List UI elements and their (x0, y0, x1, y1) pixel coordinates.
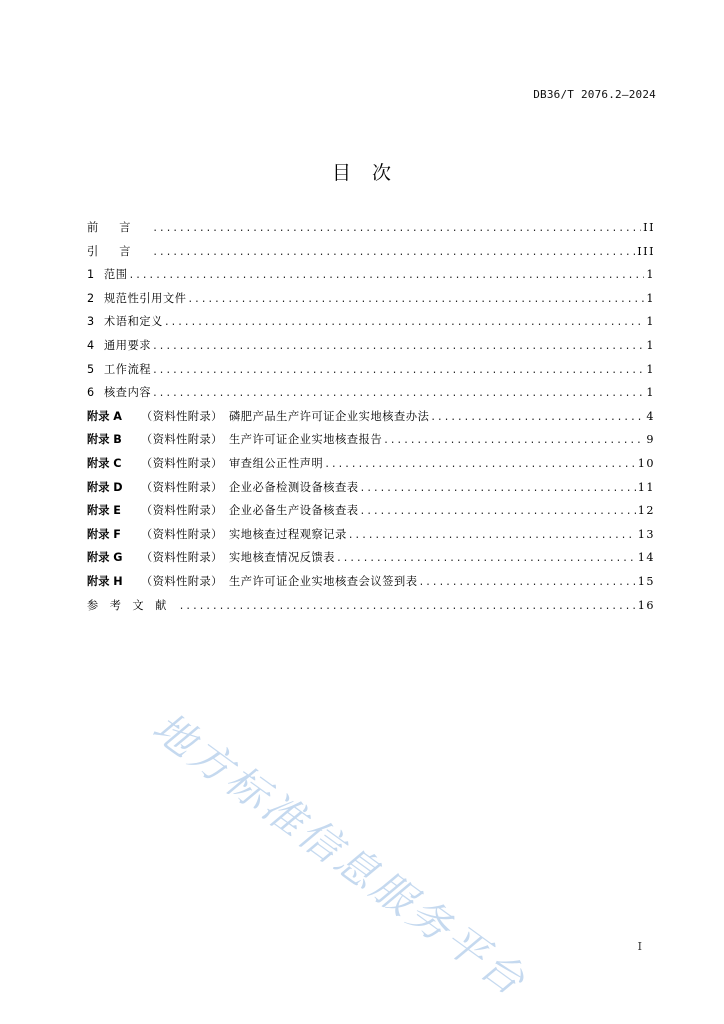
toc-entry-page: 1 (646, 362, 655, 376)
toc-dot-leader (153, 216, 641, 240)
toc-entry-prefix: 引言 (87, 244, 152, 258)
toc-dot-leader (361, 476, 636, 500)
toc-entry[interactable] (87, 381, 655, 405)
toc-dot-leader (384, 428, 644, 452)
toc-entry-title: 审查组公正性声明 (229, 456, 324, 470)
toc-entry-prefix: 5 (87, 362, 95, 376)
toc-entry-title: 通用要求 (104, 338, 152, 352)
toc-entry-kind: （资料性附录） (141, 409, 223, 423)
toc-entry-title: 规范性引用文件 (104, 291, 187, 305)
toc-entry-prefix: 4 (87, 338, 95, 352)
toc-entry-title: 磷肥产品生产许可证企业实地核查办法 (229, 409, 430, 423)
toc-entry[interactable] (87, 594, 655, 618)
toc-entry-page: 14 (637, 551, 655, 565)
toc-dot-leader (130, 263, 645, 287)
toc-entry-kind: （资料性附录） (141, 551, 223, 565)
toc-entry-prefix: 附录 C (87, 456, 122, 470)
toc-dot-leader (349, 523, 636, 547)
toc-entry-prefix: 前言 (87, 221, 152, 234)
toc-entry-page: II (643, 221, 655, 234)
toc-entry-kind: （资料性附录） (141, 456, 223, 470)
toc-entry-prefix: 附录 E (87, 504, 121, 518)
toc-entry-page: 1 (646, 338, 655, 352)
toc-entry-prefix: 附录 G (87, 551, 123, 565)
toc-entry-page: 10 (637, 456, 655, 470)
toc-entry[interactable] (87, 216, 655, 240)
toc-entry-title: 企业必备检测设备核查表 (229, 480, 359, 494)
standard-code: DB36/T 2076.2—2024 (533, 88, 656, 101)
toc-entry-prefix: 附录 H (87, 574, 123, 588)
toc-entry-page: 11 (637, 480, 655, 494)
toc-entry-page: 4 (646, 409, 655, 423)
toc-entry-prefix: 1 (87, 268, 95, 282)
toc-entry-page: 1 (646, 315, 655, 329)
toc-entry[interactable] (87, 546, 655, 570)
toc-entry-prefix: 3 (87, 315, 95, 329)
toc-entry-title: 术语和定义 (104, 315, 163, 329)
page-number: I (637, 940, 642, 953)
toc-entry[interactable] (87, 476, 655, 500)
toc-entry-title: 实地核查过程观察记录 (229, 527, 347, 541)
toc-entry[interactable] (87, 570, 655, 594)
toc-entry-prefix: 2 (87, 291, 95, 305)
toc-entry-kind: （资料性附录） (141, 433, 223, 447)
toc-title: 目 次 (331, 162, 392, 184)
toc-entry-page: 12 (637, 504, 655, 518)
toc-entry-title: 工作流程 (104, 362, 152, 376)
toc-entry-page: 15 (637, 574, 655, 588)
table-of-contents (87, 216, 655, 617)
toc-dot-leader (153, 240, 635, 264)
toc-entry-prefix: 附录 B (87, 433, 122, 447)
toc-dot-leader (325, 452, 635, 476)
toc-dot-leader (153, 358, 644, 382)
toc-entry-page: 16 (637, 598, 655, 612)
watermark: 地方标准信息服务平台 (143, 702, 537, 1007)
toc-dot-leader (431, 405, 644, 429)
toc-entry-page: 1 (646, 291, 655, 305)
toc-entry-prefix: 附录 D (87, 480, 123, 494)
toc-entry-page: 1 (646, 268, 655, 282)
toc-entry-prefix: 6 (87, 386, 95, 400)
toc-dot-leader (153, 334, 644, 358)
toc-entry-kind: （资料性附录） (141, 527, 223, 541)
toc-entry-kind: （资料性附录） (141, 504, 223, 518)
toc-entry-prefix: 参考文献 (87, 598, 178, 612)
toc-entry[interactable] (87, 334, 655, 358)
toc-entry[interactable] (87, 310, 655, 334)
toc-entry[interactable] (87, 263, 655, 287)
toc-entry-page: 9 (646, 433, 655, 447)
toc-entry-title: 范围 (104, 268, 128, 282)
toc-dot-leader (337, 546, 636, 570)
toc-dot-leader (189, 287, 645, 311)
toc-entry[interactable] (87, 287, 655, 311)
toc-entry[interactable] (87, 428, 655, 452)
toc-entry-page: 13 (637, 527, 655, 541)
toc-dot-leader (153, 381, 644, 405)
toc-entry-title: 企业必备生产设备核查表 (229, 504, 359, 518)
toc-entry-kind: （资料性附录） (141, 480, 223, 494)
toc-entry[interactable] (87, 499, 655, 523)
toc-dot-leader (361, 499, 636, 523)
toc-entry-prefix: 附录 A (87, 409, 122, 423)
toc-entry-prefix: 附录 F (87, 527, 121, 541)
toc-entry-title: 生产许可证企业实地核查会议签到表 (229, 574, 418, 588)
toc-dot-leader (420, 570, 636, 594)
toc-entry[interactable] (87, 523, 655, 547)
toc-entry-title: 实地核查情况反馈表 (229, 551, 336, 565)
toc-entry-page: 1 (646, 386, 655, 400)
toc-entry[interactable] (87, 240, 655, 264)
toc-entry-title: 核查内容 (104, 386, 152, 400)
toc-entry[interactable] (87, 452, 655, 476)
toc-entry-kind: （资料性附录） (141, 574, 223, 588)
toc-entry[interactable] (87, 358, 655, 382)
toc-entry-page: III (637, 244, 655, 258)
toc-entry-title: 生产许可证企业实地核查报告 (229, 433, 383, 447)
toc-dot-leader (165, 310, 644, 334)
toc-entry[interactable] (87, 405, 655, 429)
toc-dot-leader (180, 594, 636, 618)
